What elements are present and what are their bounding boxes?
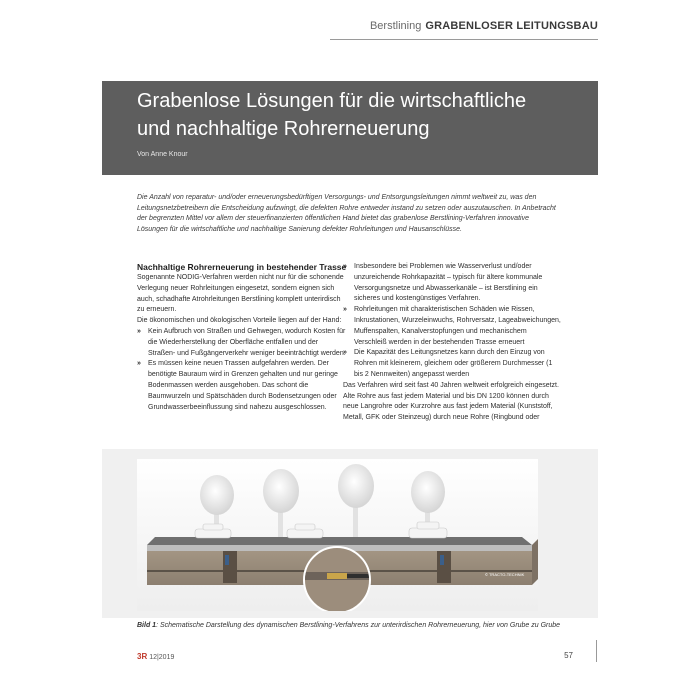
bullet-item: » Es müssen keine neuen Trassen aufgefahren werden. Der benötigte Bauraum wird in Grenzen gehalten und nur geringe Bodenmassen werden ausgehoben. Das schont die Baumwurzeln und Spätschäden durch Bodensetzungen oder Grundwasserbeeinflussung sind nahezu ausgeschlossen. [137,359,347,413]
worker [440,555,444,565]
tree-crown [411,471,445,513]
lead-paragraph: Die Anzahl von reparatur- und/oder erneuerungsbedürftigen Versorgungs- und Entsorgungsleitungen nimmt weltweit zu, was den Leitungsnetzbetreibern die Entscheidung aufzwingt, die defekten Rohre entweder instand zu setzen oder auszutauschen. In Anbetracht der begrenzten Mittel vor allem der steuerfinanzierten öffentlichen Hand bietet das grabenlose Berstlining-Verfahren innovative Lösungen für die wirtschaftliche und nachhaltige Sanierung defekter Rohrleitungen und Hausanschlüsse. [137,194,556,233]
paragraph: Sogenannte NODIG-Verfahren werden nicht nur für die schonende Verlegung neuer Rohrleitungen eingesetzt, sondern eignen sich auch, schadhafte Atrohrleitungen Berstlining komplett unterirdisch zu erneuern. [137,274,344,314]
article-title [137,87,526,143]
berstlining-diagram [137,459,538,611]
left-column [137,262,347,413]
bullet-item: » Die Kapazität des Leitungsnetzes kann durch den Einzug von Rohren mit kleinerem, gleichem oder größerem Durchmesser (1 bis 2 Nennweiten) angepasst werden [343,348,561,380]
tree-crown [200,475,234,515]
title-line-2: und nachhaltige Rohrerneuerung [137,118,430,140]
section-heading: Nachhaltige Rohrerneuerung in bestehender Trasse [137,262,347,272]
footer-rule [596,640,597,662]
paragraph: Die ökonomischen und ökologischen Vorteile liegen auf der Hand: [137,317,342,325]
tree-crown [263,469,299,513]
brand-logo: 3R [137,652,148,661]
header-section: Berstlining [369,20,422,32]
bullet-item: » Insbesondere bei Problemen wie Wasserverlust und/oder unzureichende Rohrkapazität – typisch für ältere kommunale Versorgungsnetze und Abwasserkanäle – ist Berstlining ein sicheres und kostengünstiges Verfahren. [343,262,561,305]
running-header [370,20,598,32]
paragraph: Das Verfahren wird seit fast 40 Jahren weltweit erfolgreich eingesetzt. Alte Rohre aus fast jedem Material und bis DN 1200 können durch neue Langrohre oder Kurzrohre aus fast jedem Material (Kunststoff, Metall, GFK oder Steinzeug) durch neue Rohre (Ringbund oder [343,381,559,422]
header-topic: GRABENLOSER LEITUNGSBAU [425,20,598,32]
burst-head [327,573,347,579]
page-number: 57 [564,651,573,660]
car [195,529,231,538]
figure-illustration [137,459,538,611]
bullet-item: » Kein Aufbruch von Straßen und Gehwegen, wodurch Kosten für die Wiederherstellung der Oberfläche entfallen und der Straßen- und Fußgängerverkehr weniger beeinträchtigt werden. [137,327,347,359]
header-rule [330,39,598,40]
car [409,528,447,538]
right-column [343,262,561,424]
title-line-1: Grabenlose Lösungen für die wirtschaftliche [137,90,527,112]
caption-label: Bild 1 [137,622,157,629]
byline: Von Anne Knour [137,151,188,158]
worker [225,555,229,565]
car [287,529,323,538]
figure-caption [137,621,577,631]
caption-text: : Schematische Darstellung des dynamischen Berstlining-Verfahrens zur unterirdischen Rohrerneuerung, hier von Grube zu Grube [156,622,561,629]
title-banner [102,81,598,175]
tree-crown [338,464,374,508]
footer-publication [137,652,174,661]
image-credit: © TRACTO-TECHNIK [485,572,525,577]
issue-number: 12|2019 [149,654,175,661]
bullet-item: » Rohrleitungen mit charakteristischen Schäden wie Rissen, Inkrustationen, Wurzeleinwuchs, Rohrversatz, Lageabweichungen, Muffenspalten, Kanalverstopfungen und mechanischem Verschleiß werden in der bestehenden Trasse erneuert [343,305,561,348]
